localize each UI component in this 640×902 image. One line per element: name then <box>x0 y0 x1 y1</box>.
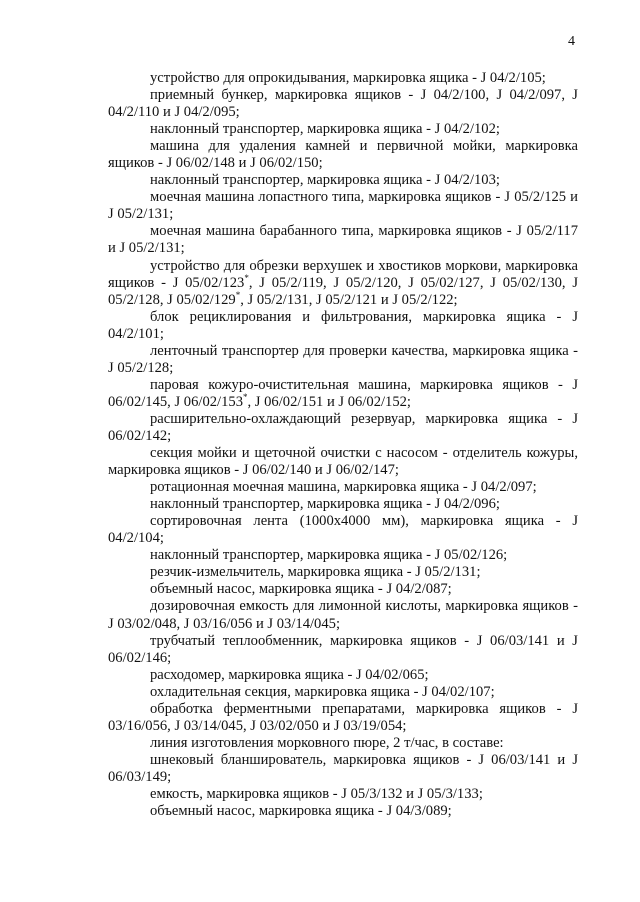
equipment-item-text: резчик-измельчитель, маркировка ящика - J 05/2/131; <box>150 564 481 581</box>
equipment-item-text: расходомер, маркировка ящика - J 04/02/065; <box>150 666 429 683</box>
footnote-mark: * <box>244 272 249 283</box>
equipment-item <box>108 598 578 632</box>
equipment-item-text: ленточный транспортер для проверки качества, маркировка ящика - J 05/2/128; <box>108 342 578 376</box>
equipment-item <box>108 189 578 223</box>
page-number: 4 <box>568 34 575 49</box>
equipment-item-text: моечная машина лопастного типа, маркировка ящиков - J 05/2/125 и J 05/2/131; <box>108 189 578 223</box>
equipment-item-text: машина для удаления камней и первичной мойки, маркировка ящиков - J 06/02/148 и J 06/02/150; <box>108 138 578 172</box>
equipment-item-text: устройство для обрезки верхушек и хвостиков моркови, маркировка ящиков - J 05/02/123 <box>108 257 578 291</box>
equipment-item-text: расширительно-охлаждающий резервуар, маркировка ящика - J 06/02/142; <box>108 410 578 444</box>
equipment-item <box>108 667 578 684</box>
equipment-item <box>108 87 578 121</box>
equipment-item-text: наклонный транспортер, маркировка ящика - J 04/2/102; <box>150 121 500 138</box>
equipment-item <box>108 172 578 189</box>
equipment-item-text: , J 05/2/119, J 05/2/120, J 05/02/127, J 05/02/130, J 05/2/128, J 05/02/129 <box>108 274 578 308</box>
equipment-item-text: шнековый бланширователь, маркировка ящиков - J 06/03/141 и J 06/03/149; <box>108 751 578 785</box>
equipment-item <box>108 735 578 752</box>
equipment-list <box>108 70 578 820</box>
equipment-item-text: сортировочная лента (1000х4000 мм), маркировка ящика - J 04/2/104; <box>108 513 578 547</box>
equipment-item <box>108 581 578 598</box>
equipment-item <box>108 258 578 309</box>
equipment-item-text: линия изготовления морковного пюре, 2 т/час, в составе: <box>150 734 504 751</box>
equipment-item-text: секция мойки и щеточной очистки с насосом - отделитель кожуры, маркировка ящиков - J 06/02/140 и J 06/02/147; <box>108 445 578 479</box>
equipment-item-text: ротационная моечная машина, маркировка ящика - J 04/2/097; <box>150 479 537 496</box>
equipment-item <box>108 445 578 479</box>
equipment-item-text: приемный бункер, маркировка ящиков - J 04/2/100, J 04/2/097, J 04/2/110 и J 04/2/095; <box>108 87 578 121</box>
equipment-item-text: , J 05/2/131, J 05/2/121 и J 05/2/122; <box>240 291 458 308</box>
equipment-item-text: емкость, маркировка ящиков - J 05/3/132 и J 05/3/133; <box>150 785 483 802</box>
equipment-item <box>108 309 578 343</box>
equipment-item-text: наклонный транспортер, маркировка ящика - J 05/02/126; <box>150 547 508 564</box>
equipment-item <box>108 377 578 411</box>
equipment-item <box>108 547 578 564</box>
equipment-item-text: дозировочная емкость для лимонной кислоты, маркировка ящиков - J 03/02/048, J 03/16/056 и J 03/14/045; <box>108 598 578 632</box>
equipment-item <box>108 803 578 820</box>
equipment-item-text: охладительная секция, маркировка ящика - J 04/02/107; <box>150 683 495 700</box>
equipment-item <box>108 138 578 172</box>
equipment-item-text: объемный насос, маркировка ящика - J 04/2/087; <box>150 581 452 598</box>
equipment-item-text: трубчатый теплообменник, маркировка ящиков - J 06/03/141 и J 06/02/146; <box>108 632 578 666</box>
equipment-item-text: паровая кожуро-очистительная машина, маркировка ящиков - J 06/02/145, J 06/02/153 <box>108 376 578 410</box>
equipment-item-text: блок рециклирования и фильтрования, маркировка ящика - J 04/2/101; <box>108 308 578 342</box>
equipment-item-text: моечная машина барабанного типа, маркировка ящиков - J 05/2/117 и J 05/2/131; <box>108 223 578 257</box>
equipment-item-text: наклонный транспортер, маркировка ящика - J 04/2/103; <box>150 172 500 189</box>
equipment-item <box>108 70 578 87</box>
equipment-item <box>108 633 578 667</box>
equipment-item <box>108 513 578 547</box>
footnote-mark: * <box>235 289 241 300</box>
equipment-item-text: устройство для опрокидывания, маркировка ящика - J 04/2/105; <box>150 70 546 86</box>
equipment-item <box>108 701 578 735</box>
equipment-item-text: , J 06/02/151 и J 06/02/152; <box>247 393 411 410</box>
equipment-item <box>108 223 578 257</box>
equipment-item <box>108 684 578 701</box>
equipment-item <box>108 496 578 513</box>
equipment-item-text: объемный насос, маркировка ящика - J 04/3/089; <box>150 803 452 820</box>
equipment-item <box>108 752 578 786</box>
equipment-item <box>108 343 578 377</box>
equipment-item-text: обработка ферментными препаратами, маркировка ящиков - J 03/16/056, J 03/14/045, J 03/02/050 и J 03/19/054; <box>108 700 578 734</box>
equipment-item <box>108 121 578 138</box>
equipment-item <box>108 564 578 581</box>
equipment-item <box>108 411 578 445</box>
footnote-mark: * <box>243 392 248 403</box>
equipment-item-text: наклонный транспортер, маркировка ящика - J 04/2/096; <box>150 496 500 513</box>
equipment-item <box>108 479 578 496</box>
equipment-item <box>108 786 578 803</box>
